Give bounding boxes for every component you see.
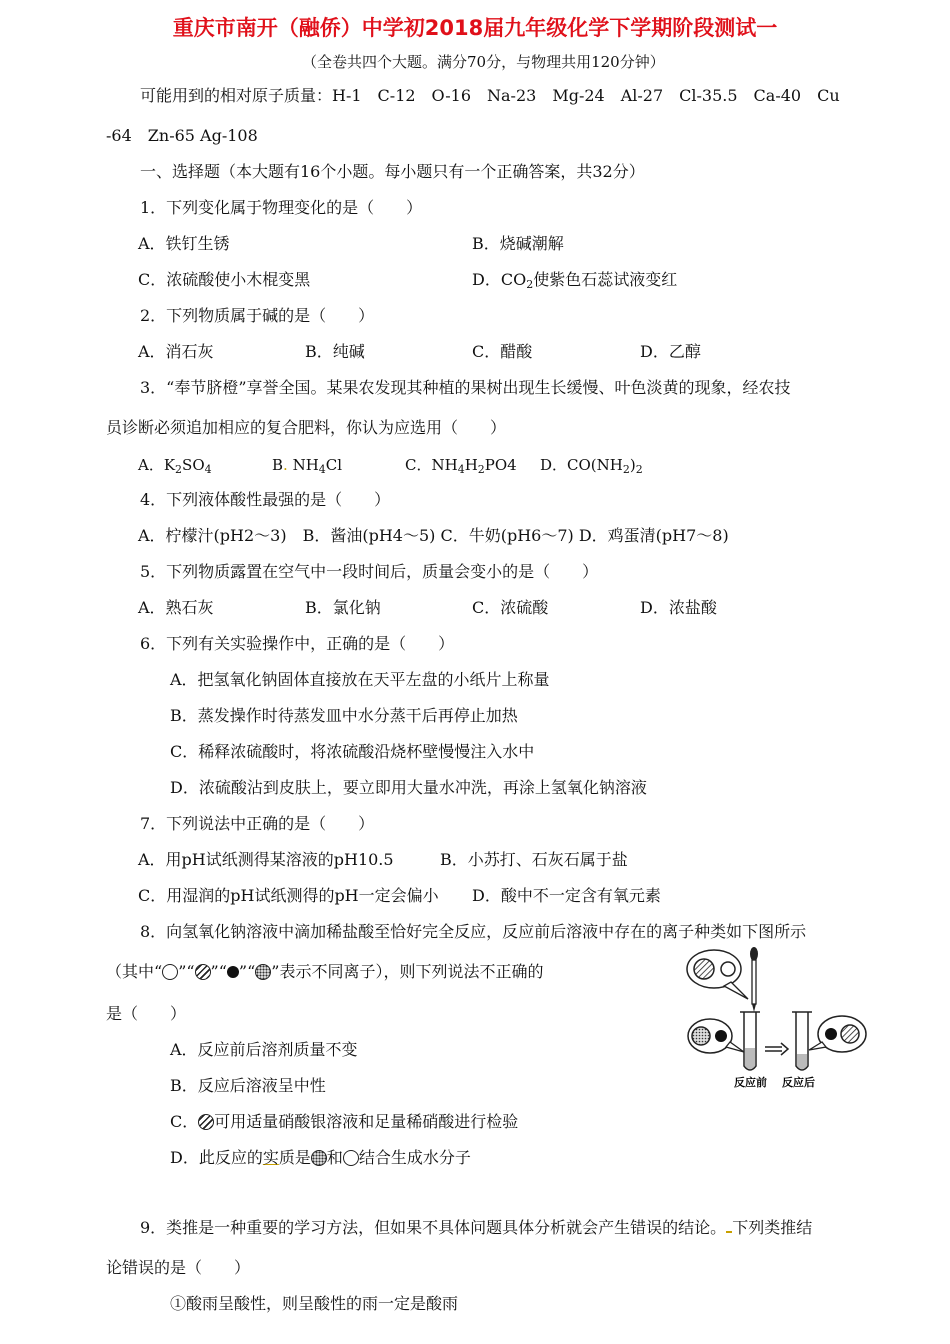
question-8-stem-line-1: 8．向氢氧化钠溶液中滴加稀盐酸至恰好完全反应，反应前后溶液中存在的离子种类如下图所示 bbox=[140, 922, 807, 941]
document-title: 重庆市南开（融侨）中学初2018届九年级化学下学期阶段测试一 bbox=[172, 16, 778, 40]
label-before: 反应前 bbox=[734, 1076, 767, 1089]
q3-c-sub1: 4 bbox=[457, 463, 465, 476]
q3-a-mid: SO bbox=[182, 456, 205, 474]
question-6-stem: 6．下列有关实验操作中，正确的是（ ） bbox=[140, 634, 455, 653]
q3-a-pre: A．K bbox=[138, 456, 176, 474]
question-2-option-a: A．消石灰 bbox=[138, 342, 214, 361]
question-6-option-a: A．把氢氧化钠固体直接放在天平左盘的小纸片上称量 bbox=[170, 670, 550, 689]
question-8-stem-line-3: 是（ ） bbox=[106, 1004, 187, 1023]
q8-stem2-c: ”“ bbox=[210, 962, 227, 981]
question-5-option-a: A．熟石灰 bbox=[138, 598, 214, 617]
question-3-stem-line-2: 员诊断必须追加相应的复合肥料，你认为应选用（ ） bbox=[106, 418, 507, 437]
question-7-stem: 7．下列说法中正确的是（ ） bbox=[140, 814, 375, 833]
q8-stem2-b: ”“ bbox=[178, 962, 195, 981]
q3-b-sub: 4 bbox=[318, 463, 326, 476]
after-bubble bbox=[809, 1016, 866, 1052]
q9-stem1: 9．类推是一种重要的学习方法，但如果不具体问题具体分析就会产生错误的结论。 bbox=[140, 1218, 727, 1237]
q3-a-sub1: 2 bbox=[175, 463, 183, 476]
q1-d-pre: D．CO bbox=[472, 270, 527, 289]
q3-d-pre: D．CO(NH bbox=[540, 456, 623, 474]
question-6-option-b: B．蒸发操作时待蒸发皿中水分蒸干后再停止加热 bbox=[170, 706, 518, 725]
question-3-stem-line-1: 3．“奉节脐橙”享誉全国。某果农发现其种植的果树出现生长缓慢、叶色淡黄的现象，经农技 bbox=[140, 378, 791, 397]
question-9-item-1: ①酸雨呈酸性，则呈酸性的雨一定是酸雨 bbox=[170, 1294, 459, 1313]
open-circle-ion-icon bbox=[343, 1150, 359, 1166]
q3-c-end: PO4 bbox=[484, 456, 517, 474]
question-3-option-b bbox=[272, 455, 342, 480]
dotted-circle-ion-icon bbox=[255, 964, 271, 980]
question-6-option-d: D．浓硫酸沾到皮肤上，要立即用大量水冲洗，再涂上氢氧化钠溶液 bbox=[170, 778, 647, 797]
dropper-icon bbox=[750, 947, 758, 1012]
test-tube-after-icon bbox=[792, 1012, 812, 1070]
atomic-mass-line-1: 可能用到的相对原子质量：H-1 C-12 O-16 Na-23 Mg-24 Al-27 Cl-35.5 Ca-40 Cu bbox=[140, 86, 840, 105]
document-subtitle: （全卷共四个大题。满分70分，与物理共用120分钟） bbox=[302, 53, 665, 71]
atomic-mass-line-2: -64 Zn-65 Ag-108 bbox=[106, 126, 258, 145]
q3-b-pre: B bbox=[272, 456, 284, 474]
question-7-option-d: D．酸中不一定含有氧元素 bbox=[472, 886, 661, 905]
before-bubble bbox=[688, 1019, 744, 1053]
q1-d-post: 使紫色石蕊试液变红 bbox=[533, 270, 678, 289]
q1-d-sub: 2 bbox=[526, 278, 534, 291]
question-5-option-c: C．浓硫酸 bbox=[472, 598, 549, 617]
q3-a-sub2: 4 bbox=[204, 463, 212, 476]
q3-c-sub2: 2 bbox=[477, 463, 485, 476]
q8-d-post: 结合生成水分子 bbox=[358, 1148, 471, 1167]
q8-d-pre: D．此反应的 bbox=[170, 1148, 263, 1167]
question-5-option-d: D．浓盐酸 bbox=[640, 598, 717, 617]
question-6-option-c: C．稀释浓硫酸时，将浓硫酸沿烧杯壁慢慢注入水中 bbox=[170, 742, 535, 761]
question-3-option-a bbox=[138, 455, 212, 480]
q3-b-mark: . bbox=[283, 456, 288, 474]
question-8-stem-line-2 bbox=[106, 962, 543, 982]
question-2-option-d: D．乙醇 bbox=[640, 342, 701, 361]
q3-d-sub1: 2 bbox=[622, 463, 630, 476]
hatched-ion-icon bbox=[694, 959, 714, 979]
q3-b-end: Cl bbox=[325, 456, 343, 474]
question-5-stem: 5．下列物质露置在空气中一段时间后，质量会变小的是（ ） bbox=[140, 562, 599, 581]
q8-d-mark: 实 bbox=[262, 1148, 279, 1167]
label-after: 反应后 bbox=[782, 1076, 815, 1089]
question-1-option-c: C．浓硫酸使小木棍变黑 bbox=[138, 270, 311, 289]
solid-circle-ion-icon bbox=[227, 966, 239, 978]
hatched-circle-ion-icon bbox=[198, 1114, 214, 1130]
question-8-option-d bbox=[170, 1148, 471, 1168]
open-circle-ion-icon bbox=[162, 964, 178, 980]
q3-c-pre: C．NH bbox=[405, 456, 458, 474]
section-heading: 一、选择题（本大题有16个小题。每小题只有一个正确答案，共32分） bbox=[140, 162, 645, 181]
question-7-option-a: A．用pH试纸测得某溶液的pH10.5 bbox=[138, 850, 394, 869]
test-tube-before-icon bbox=[740, 1012, 760, 1070]
dotted-circle-ion-icon bbox=[311, 1150, 327, 1166]
q8-c-post: 可用适量硝酸银溶液和足量稀硝酸进行检验 bbox=[214, 1112, 519, 1131]
open-ion-icon bbox=[721, 962, 735, 976]
hatched-circle-ion-icon bbox=[195, 964, 211, 980]
question-1-option-d bbox=[472, 270, 677, 295]
question-9-stem-line-2: 论错误的是（ ） bbox=[106, 1258, 251, 1277]
solid-ion-icon bbox=[825, 1028, 837, 1040]
question-3-option-d bbox=[540, 455, 643, 480]
dropper-bubble bbox=[687, 950, 748, 999]
question-3-option-c bbox=[405, 455, 517, 480]
question-7-option-c: C．用湿润的pH试纸测得的pH一定会偏小 bbox=[138, 886, 439, 905]
question-5-option-b: B．氯化钠 bbox=[305, 598, 381, 617]
reaction-arrow-icon bbox=[765, 1043, 788, 1055]
hatched-ion-icon bbox=[841, 1025, 859, 1043]
question-8-option-c bbox=[170, 1112, 518, 1132]
q8-c-pre: C． bbox=[170, 1112, 199, 1131]
question-8-option-b: B．反应后溶液呈中性 bbox=[170, 1076, 326, 1095]
question-2-option-b: B．纯碱 bbox=[305, 342, 365, 361]
question-9-stem-line-1 bbox=[140, 1218, 812, 1238]
question-1-option-a: A．铁钉生锈 bbox=[138, 234, 230, 253]
q8-stem2-e: ”表示不同离子），则下列说法不正确的 bbox=[271, 962, 544, 981]
q3-c-mid: H bbox=[464, 456, 478, 474]
q3-b-post: NH bbox=[287, 456, 319, 474]
question-1-stem: 1．下列变化属于物理变化的是（ ） bbox=[140, 198, 423, 217]
q9-stem1-end: 下列类推结 bbox=[732, 1218, 813, 1237]
question-4-options: A．柠檬汁(pH2～3) B．酱油(pH4～5) C．牛奶(pH6～7) D．鸡蛋清(pH7～8) bbox=[138, 526, 729, 545]
question-1-option-b: B．烧碱潮解 bbox=[472, 234, 564, 253]
q8-stem2-a: （其中“ bbox=[106, 962, 163, 981]
q3-d-mid: ) bbox=[629, 456, 636, 474]
question-4-stem: 4．下列液体酸性最强的是（ ） bbox=[140, 490, 391, 509]
question-8-option-a: A．反应前后溶剂质量不变 bbox=[170, 1040, 358, 1059]
question-7-option-b: B．小苏打、石灰石属于盐 bbox=[440, 850, 628, 869]
reaction-diagram bbox=[686, 944, 868, 1094]
q8-d-mid2: 和 bbox=[326, 1148, 343, 1167]
q3-d-sub2: 2 bbox=[635, 463, 643, 476]
question-2-option-c: C．醋酸 bbox=[472, 342, 533, 361]
q8-stem2-d: ”“ bbox=[238, 962, 256, 981]
q8-d-mid: 质是 bbox=[278, 1148, 311, 1167]
solid-ion-icon bbox=[715, 1030, 727, 1042]
question-2-stem: 2．下列物质属于碱的是（ ） bbox=[140, 306, 375, 325]
dotted-ion-icon bbox=[692, 1027, 710, 1045]
